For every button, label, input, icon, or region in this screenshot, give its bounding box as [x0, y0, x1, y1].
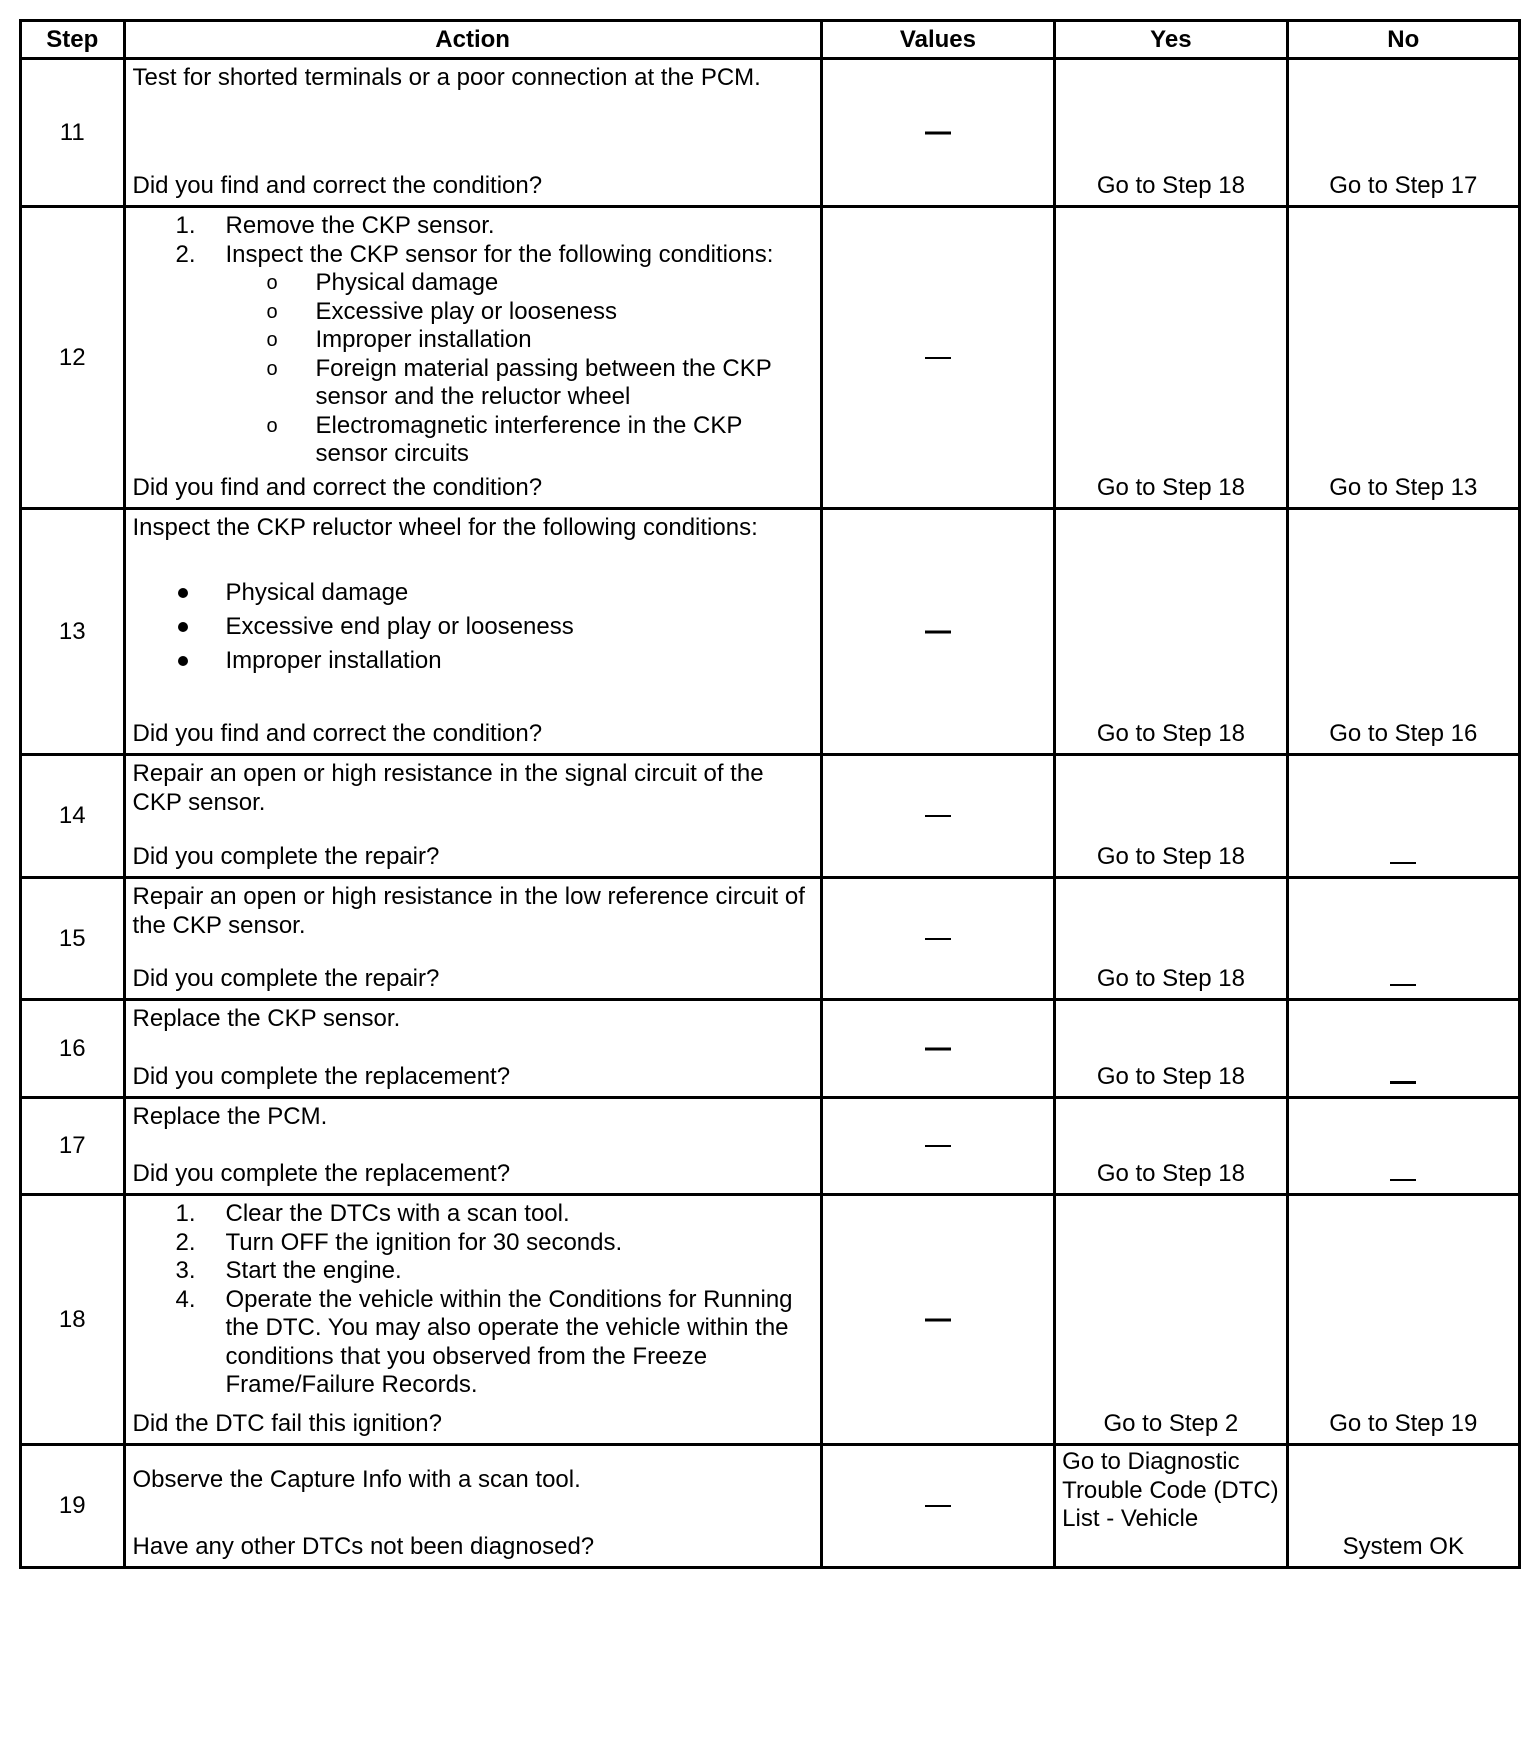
step-number: 14: [21, 755, 125, 878]
step-number: 19: [21, 1445, 125, 1568]
action-question: Did you complete the repair?: [132, 842, 440, 870]
em-dash: [1390, 1179, 1416, 1181]
action-question: Did you complete the replacement?: [132, 1159, 511, 1187]
table-header-row: [21, 21, 1520, 59]
em-dash: [1390, 984, 1416, 986]
action-cell: [124, 1000, 821, 1098]
em-dash: [925, 1047, 951, 1050]
header-no: No: [1287, 21, 1519, 59]
table-row: [21, 1098, 1520, 1195]
em-dash: [925, 815, 951, 817]
yes-answer: Go to Step 2: [1103, 1410, 1239, 1437]
table-row: [21, 207, 1520, 509]
em-dash: [1390, 862, 1416, 864]
em-dash: [925, 1505, 951, 1507]
list-item: 3. Start the engine.: [175, 1257, 402, 1284]
values-cell: [821, 755, 1054, 878]
action-instruction: Replace the CKP sensor.: [132, 1005, 401, 1032]
action-cell: [124, 1195, 821, 1445]
list-item: 1. Remove the CKP sensor.: [175, 212, 495, 239]
list-item: Physical damage: [133, 576, 574, 610]
yes-answer: Go to Step 18: [1096, 720, 1245, 747]
action-question: Did you find and correct the condition?: [132, 171, 543, 199]
no-cell: [1287, 1000, 1519, 1098]
header-values: Values: [821, 21, 1054, 59]
action-cell: [124, 59, 821, 207]
action-question: Have any other DTCs not been diagnosed?: [132, 1532, 595, 1560]
header-action: Action: [124, 21, 821, 59]
yes-cell: [1055, 1000, 1287, 1098]
list-item: o Excessive play or looseness: [266, 297, 617, 325]
action-instruction: Inspect the CKP reluctor wheel for the following conditions:: [132, 514, 758, 541]
values-cell: [821, 509, 1054, 755]
yes-cell: [1055, 878, 1287, 1000]
no-answer: Go to Step 13: [1329, 474, 1478, 501]
table-row: [21, 59, 1520, 207]
no-answer: Go to Step 17: [1329, 172, 1478, 199]
list-item: 1. Clear the DTCs with a scan tool.: [175, 1200, 570, 1227]
values-cell: [821, 1098, 1054, 1195]
yes-answer: Go to Step 18: [1096, 1160, 1245, 1187]
numbered-list: [133, 1200, 816, 1400]
list-item: 2. Turn OFF the ignition for 30 seconds.: [175, 1228, 623, 1256]
no-cell: [1287, 755, 1519, 878]
yes-cell: [1055, 509, 1287, 755]
list-item: Excessive end play or looseness: [133, 610, 574, 644]
list-item: o Physical damage: [266, 269, 499, 296]
action-cell: [124, 1098, 821, 1195]
no-answer: [1289, 862, 1518, 864]
table-row: [21, 509, 1520, 755]
yes-cell: [1055, 59, 1287, 207]
list-item: o Electromagnetic interference in the CKP sensor circuits: [266, 411, 742, 467]
no-cell: [1287, 1195, 1519, 1445]
no-cell: [1287, 59, 1519, 207]
yes-cell: [1055, 1195, 1287, 1445]
list-item: 2. Inspect the CKP sensor for the following conditions: o Physical damage o Excessive play or looseness o Improper installation o Foreign material passing between the CKP sensor and the reluctor wheel o Electromagnetic interference in the CKP sensor circuits: [133, 241, 816, 469]
yes-cell: [1055, 755, 1287, 878]
no-answer: System OK: [1342, 1533, 1464, 1560]
no-cell: [1287, 207, 1519, 509]
bullet-list: [133, 576, 574, 678]
table-row: [21, 755, 1520, 878]
action-question: Did the DTC fail this ignition?: [132, 1409, 442, 1437]
values-cell: [821, 207, 1054, 509]
em-dash: [1390, 1081, 1416, 1084]
action-instruction: Repair an open or high resistance in the low reference circuit of the CKP sensor.: [132, 883, 805, 939]
yes-answer: Go to Diagnostic Trouble Code (DTC) List - Vehicle: [1062, 1448, 1279, 1532]
list-item: 4. Operate the vehicle within the Conditions for Running the DTC. You may also operate the vehicle within the conditions that you observed from the Freeze Frame/Failure Records.: [175, 1285, 793, 1398]
yes-answer: Go to Step 18: [1096, 965, 1245, 992]
no-answer: [1289, 1081, 1518, 1084]
action-instruction: Repair an open or high resistance in the signal circuit of the CKP sensor.: [132, 760, 764, 816]
yes-answer: Go to Step 18: [1096, 843, 1245, 870]
action-cell: [124, 207, 821, 509]
step-number: 18: [21, 1195, 125, 1445]
values-cell: [821, 1195, 1054, 1445]
em-dash: [925, 630, 951, 633]
yes-answer: Go to Step 18: [1096, 474, 1245, 501]
diagnostic-table: [19, 19, 1521, 1569]
step-number: 15: [21, 878, 125, 1000]
table-row: [21, 1195, 1520, 1445]
yes-cell: [1055, 1098, 1287, 1195]
step-number: 16: [21, 1000, 125, 1098]
action-question: Did you find and correct the condition?: [132, 719, 543, 747]
step-number: 13: [21, 509, 125, 755]
em-dash: [925, 357, 951, 359]
action-instruction: Observe the Capture Info with a scan tool.: [132, 1466, 581, 1493]
yes-answer: Go to Step 18: [1096, 172, 1245, 199]
em-dash: [925, 1318, 951, 1321]
values-cell: [821, 878, 1054, 1000]
values-cell: [821, 1000, 1054, 1098]
no-answer: Go to Step 16: [1329, 720, 1478, 747]
list-item: Improper installation: [133, 644, 574, 678]
step-number: 11: [21, 59, 125, 207]
header-yes: Yes: [1055, 21, 1287, 59]
list-item: o Foreign material passing between the CKP sensor and the reluctor wheel: [266, 354, 772, 410]
no-cell: [1287, 509, 1519, 755]
table-row: [21, 878, 1520, 1000]
action-cell: [124, 755, 821, 878]
em-dash: [925, 131, 951, 134]
sub-list: [226, 269, 816, 469]
table-row: [21, 1445, 1520, 1568]
numbered-list: [133, 212, 816, 469]
action-instruction: Replace the PCM.: [132, 1103, 328, 1130]
yes-answer: Go to Step 18: [1096, 1063, 1245, 1090]
values-cell: [821, 59, 1054, 207]
action-cell: [124, 1445, 821, 1568]
em-dash: [925, 938, 951, 940]
action-question: Did you complete the repair?: [132, 964, 440, 992]
em-dash: [925, 1145, 951, 1147]
header-step: Step: [21, 21, 125, 59]
no-answer: Go to Step 19: [1329, 1410, 1478, 1437]
yes-cell: [1055, 1445, 1287, 1568]
list-item: o Improper installation: [266, 326, 532, 353]
no-cell: [1287, 878, 1519, 1000]
action-cell: [124, 878, 821, 1000]
no-answer: [1289, 984, 1518, 986]
action-instruction: Test for shorted terminals or a poor connection at the PCM.: [132, 64, 761, 91]
action-question: Did you find and correct the condition?: [132, 473, 543, 501]
no-answer: [1289, 1179, 1518, 1181]
action-cell: [124, 509, 821, 755]
action-question: Did you complete the replacement?: [132, 1062, 511, 1090]
no-cell: [1287, 1445, 1519, 1568]
step-number: 12: [21, 207, 125, 509]
table-row: [21, 1000, 1520, 1098]
values-cell: [821, 1445, 1054, 1568]
step-number: 17: [21, 1098, 125, 1195]
no-cell: [1287, 1098, 1519, 1195]
yes-cell: [1055, 207, 1287, 509]
